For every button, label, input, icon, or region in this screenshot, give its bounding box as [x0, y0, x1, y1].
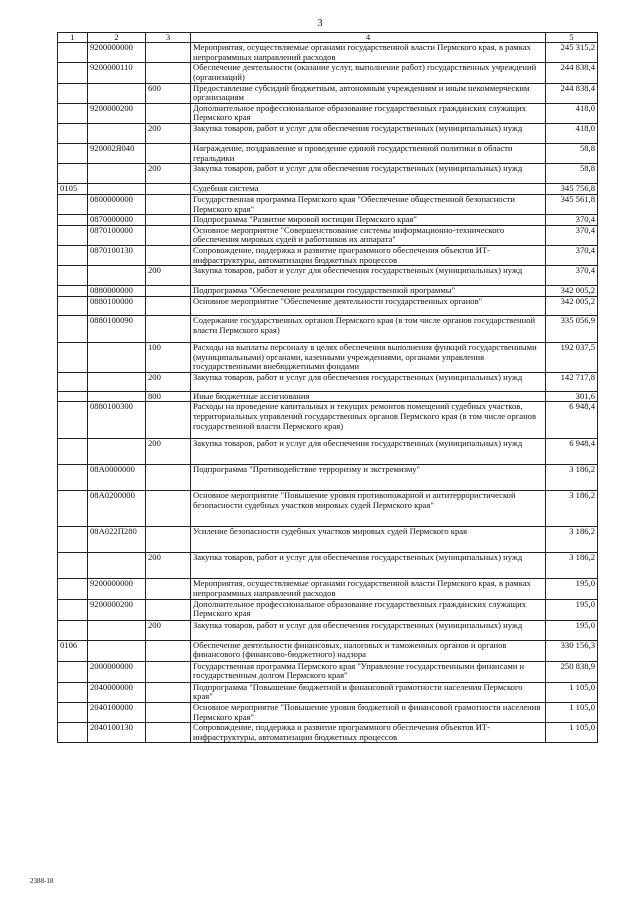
item-name-cell: Сопровождение, поддержка и развитие программного обеспечения объектов ИТ-инфраструктуры, автоматизации бюджетных процессов	[191, 723, 546, 743]
amount-cell: 335 056,9	[546, 315, 598, 342]
expense-type-cell	[146, 599, 191, 620]
amount-cell: 370,4	[546, 225, 598, 245]
table-row	[58, 124, 598, 144]
expense-type-cell	[146, 194, 191, 214]
amount-cell: 3 186,2	[546, 553, 598, 579]
target-article-cell: 0870000000	[88, 215, 146, 226]
amount-cell: 3 186,2	[546, 465, 598, 491]
expense-type-cell: 200	[146, 439, 191, 465]
amount-cell: 342 005,2	[546, 296, 598, 315]
expense-type-cell	[146, 225, 191, 245]
amount-cell: 3 186,2	[546, 491, 598, 527]
item-name-cell: Закупка товаров, работ и услуг для обеспечения государственных (муниципальных) нужд	[191, 439, 546, 465]
section-code-cell	[58, 391, 88, 402]
section-code-cell	[58, 296, 88, 315]
table-row	[58, 194, 598, 214]
expense-type-cell	[146, 702, 191, 722]
target-article-cell: 0880100090	[88, 315, 146, 342]
amount-cell: 370,4	[546, 266, 598, 286]
expense-type-cell	[146, 465, 191, 491]
expense-type-cell	[146, 63, 191, 83]
target-article-cell	[88, 620, 146, 640]
amount-cell: 195,0	[546, 620, 598, 640]
table-row	[58, 465, 598, 491]
table-row	[58, 246, 598, 266]
table-row	[58, 702, 598, 722]
item-name-cell: Государственная программа Пермского края "Обеспечение общественной безопасности Пермского края"	[191, 194, 546, 214]
section-code-cell	[58, 144, 88, 164]
section-code-cell	[58, 103, 88, 123]
section-code-cell	[58, 266, 88, 286]
target-article-cell: 0880100300	[88, 402, 146, 439]
target-article-cell	[88, 266, 146, 286]
section-code-cell	[58, 124, 88, 144]
target-article-cell: 9200000000	[88, 43, 146, 63]
target-article-cell: 9200000110	[88, 63, 146, 83]
item-name-cell: Мероприятия, осуществляемые органами государственной власти Пермского края, в рамках непрограммных направлений расходов	[191, 43, 546, 63]
amount-cell: 1 105,0	[546, 702, 598, 722]
item-name-cell: Подпрограмма "Развитие мировой юстиции Пермского края"	[191, 215, 546, 226]
amount-cell: 1 105,0	[546, 723, 598, 743]
section-code-cell	[58, 83, 88, 103]
target-article-cell	[88, 553, 146, 579]
section-code-cell	[58, 246, 88, 266]
amount-cell: 195,0	[546, 579, 598, 599]
amount-cell: 330 156,3	[546, 640, 598, 661]
target-article-cell	[88, 342, 146, 372]
item-name-cell: Основное мероприятие "Повышение уровня противопожарной и антитеррористической безопасности судебных участков мировых судей Пермского края"	[191, 491, 546, 527]
target-article-cell: 08А0200000	[88, 491, 146, 527]
item-name-cell: Подпрограмма "Обеспечение реализации государственной программы"	[191, 286, 546, 297]
table-row	[58, 266, 598, 286]
table-row	[58, 599, 598, 620]
expense-type-cell	[146, 184, 191, 195]
amount-cell: 345 561,8	[546, 194, 598, 214]
target-article-cell: 2040100130	[88, 723, 146, 743]
section-code-cell	[58, 723, 88, 743]
item-name-cell: Закупка товаров, работ и услуг для обеспечения государственных (муниципальных) нужд	[191, 266, 546, 286]
section-code-cell	[58, 465, 88, 491]
section-code-cell	[58, 553, 88, 579]
table-row	[58, 184, 598, 195]
amount-cell: 301,6	[546, 391, 598, 402]
section-code-cell	[58, 225, 88, 245]
section-code-cell	[58, 702, 88, 722]
section-code-cell	[58, 63, 88, 83]
table-row	[58, 225, 598, 245]
expense-type-cell: 200	[146, 553, 191, 579]
page-number: 3	[317, 18, 323, 29]
expense-type-cell: 200	[146, 266, 191, 286]
table-row	[58, 661, 598, 682]
expense-type-cell: 200	[146, 124, 191, 144]
expense-type-cell	[146, 579, 191, 599]
target-article-cell: 920002Я040	[88, 144, 146, 164]
table-row	[58, 640, 598, 661]
expense-type-cell	[146, 144, 191, 164]
item-name-cell: Дополнительное профессиональное образование государственных гражданских служащих Пермского края	[191, 599, 546, 620]
target-article-cell: 9200000200	[88, 103, 146, 123]
item-name-cell: Основное мероприятие "Совершенствование системы информационно-технического обеспечения мировых судей и работников их аппарата"	[191, 225, 546, 245]
target-article-cell: 9200000000	[88, 579, 146, 599]
section-code-cell	[58, 439, 88, 465]
column-header: 1	[58, 33, 88, 43]
item-name-cell: Государственная программа Пермского края "Управление государственными финансами и государственным долгом Пермского края"	[191, 661, 546, 682]
expense-type-cell	[146, 402, 191, 439]
amount-cell: 58,8	[546, 144, 598, 164]
section-code-cell	[58, 286, 88, 297]
table-row	[58, 579, 598, 599]
table-row	[58, 342, 598, 372]
target-article-cell	[88, 439, 146, 465]
expense-type-cell: 200	[146, 164, 191, 184]
item-name-cell: Судебная система	[191, 184, 546, 195]
item-name-cell: Закупка товаров, работ и услуг для обеспечения государственных (муниципальных) нужд	[191, 372, 546, 391]
expense-type-cell	[146, 286, 191, 297]
expense-type-cell	[146, 527, 191, 553]
amount-cell: 244 838,4	[546, 83, 598, 103]
section-code-cell	[58, 661, 88, 682]
expense-type-cell	[146, 661, 191, 682]
table-row	[58, 553, 598, 579]
table-row	[58, 286, 598, 297]
expense-type-cell: 100	[146, 342, 191, 372]
target-article-cell	[88, 372, 146, 391]
amount-cell: 142 717,8	[546, 372, 598, 391]
item-name-cell: Предоставление субсидий бюджетным, автономным учреждениям и иным некоммерческим организациям	[191, 83, 546, 103]
item-name-cell: Награждение, поздравление и проведение единой государственной политики в области геральдики	[191, 144, 546, 164]
section-code-cell	[58, 194, 88, 214]
target-article-cell	[88, 83, 146, 103]
expense-type-cell	[146, 723, 191, 743]
amount-cell: 244 838,4	[546, 63, 598, 83]
table-row	[58, 296, 598, 315]
section-code-cell: 0105	[58, 184, 88, 195]
section-code-cell	[58, 527, 88, 553]
expense-type-cell: 800	[146, 391, 191, 402]
target-article-cell	[88, 164, 146, 184]
item-name-cell: Основное мероприятие "Повышение уровня бюджетной и финансовой грамотности населения Пермского края"	[191, 702, 546, 722]
item-name-cell: Сопровождение, поддержка и развитие программного обеспечения объектов ИТ-инфраструктуры, автоматизации бюджетных процессов	[191, 246, 546, 266]
amount-cell: 250 838,9	[546, 661, 598, 682]
amount-cell: 58,8	[546, 164, 598, 184]
amount-cell: 6 948,4	[546, 402, 598, 439]
expense-type-cell	[146, 215, 191, 226]
target-article-cell: 0870100000	[88, 225, 146, 245]
column-header: 2	[88, 33, 146, 43]
table-row	[58, 315, 598, 342]
section-code-cell	[58, 215, 88, 226]
table-row	[58, 215, 598, 226]
amount-cell: 6 948,4	[546, 439, 598, 465]
table-row	[58, 682, 598, 702]
expense-type-cell	[146, 682, 191, 702]
expense-type-cell: 200	[146, 372, 191, 391]
section-code-cell	[58, 164, 88, 184]
amount-cell: 245 315,2	[546, 43, 598, 63]
item-name-cell: Иные бюджетные ассигнования	[191, 391, 546, 402]
target-article-cell: 0870100130	[88, 246, 146, 266]
section-code-cell	[58, 599, 88, 620]
expense-type-cell	[146, 296, 191, 315]
table-row	[58, 144, 598, 164]
amount-cell: 370,4	[546, 246, 598, 266]
item-name-cell: Расходы на выплаты персоналу в целях обеспечения выполнения функций государственными (муниципальными) органами, казенными учреждениями, органами управления государственными внебюджетными фондами	[191, 342, 546, 372]
amount-cell: 345 756,8	[546, 184, 598, 195]
section-code-cell	[58, 43, 88, 63]
target-article-cell: 9200000200	[88, 599, 146, 620]
item-name-cell: Расходы на проведение капитальных и текущих ремонтов помещений судебных участков, территориальных управлений государственных органов Пермского края (в том числе органов государственной власти Пермского края)	[191, 402, 546, 439]
expense-type-cell	[146, 640, 191, 661]
item-name-cell: Усиление безопасности судебных участков мировых судей Пермского края	[191, 527, 546, 553]
column-header: 3	[146, 33, 191, 43]
expense-type-cell	[146, 103, 191, 123]
target-article-cell: 0800000000	[88, 194, 146, 214]
item-name-cell: Закупка товаров, работ и услуг для обеспечения государственных (муниципальных) нужд	[191, 553, 546, 579]
section-code-cell	[58, 579, 88, 599]
target-article-cell	[88, 640, 146, 661]
target-article-cell	[88, 124, 146, 144]
document-code: 2388-18	[30, 877, 54, 885]
section-code-cell	[58, 682, 88, 702]
section-code-cell	[58, 342, 88, 372]
item-name-cell: Мероприятия, осуществляемые органами государственной власти Пермского края, в рамках непрограммных направлений расходов	[191, 579, 546, 599]
table-row	[58, 439, 598, 465]
expense-type-cell	[146, 43, 191, 63]
amount-cell: 370,4	[546, 215, 598, 226]
table-row	[58, 83, 598, 103]
table-row	[58, 372, 598, 391]
expense-type-cell: 200	[146, 620, 191, 640]
item-name-cell: Закупка товаров, работ и услуг для обеспечения государственных (муниципальных) нужд	[191, 164, 546, 184]
item-name-cell: Обеспечение деятельности финансовых, налоговых и таможенных органов и органов финансового (финансово-бюджетного) надзора	[191, 640, 546, 661]
section-code-cell	[58, 402, 88, 439]
item-name-cell: Закупка товаров, работ и услуг для обеспечения государственных (муниципальных) нужд	[191, 620, 546, 640]
target-article-cell	[88, 391, 146, 402]
section-code-cell: 0106	[58, 640, 88, 661]
table-row	[58, 391, 598, 402]
item-name-cell: Подпрограмма "Повышение бюджетной и финансовой грамотности населения Пермского края"	[191, 682, 546, 702]
item-name-cell: Обеспечение деятельности (оказание услуг, выполнение работ) государственных учреждений (организаций)	[191, 63, 546, 83]
expense-type-cell: 600	[146, 83, 191, 103]
item-name-cell: Основное мероприятие "Обеспечение деятельности государственных органов"	[191, 296, 546, 315]
target-article-cell: 08А022П280	[88, 527, 146, 553]
table-header-row	[58, 33, 598, 43]
amount-cell: 418,0	[546, 124, 598, 144]
target-article-cell: 0880000000	[88, 286, 146, 297]
amount-cell: 3 186,2	[546, 527, 598, 553]
section-code-cell	[58, 620, 88, 640]
table-row	[58, 43, 598, 63]
target-article-cell: 0880100000	[88, 296, 146, 315]
amount-cell: 195,0	[546, 599, 598, 620]
table-row	[58, 402, 598, 439]
table-body	[58, 43, 598, 743]
table-row	[58, 63, 598, 83]
item-name-cell: Содержание государственных органов Пермского края (в том числе органов государственной власти Пермского края)	[191, 315, 546, 342]
section-code-cell	[58, 372, 88, 391]
item-name-cell: Подпрограмма "Противодействие терроризму и экстремизму"	[191, 465, 546, 491]
target-article-cell	[88, 184, 146, 195]
target-article-cell: 2040000000	[88, 682, 146, 702]
expense-type-cell	[146, 315, 191, 342]
target-article-cell: 2040100000	[88, 702, 146, 722]
table-row	[58, 491, 598, 527]
target-article-cell: 2000000000	[88, 661, 146, 682]
table-row	[58, 620, 598, 640]
table-row	[58, 164, 598, 184]
budget-table	[57, 32, 598, 743]
target-article-cell: 08А0000000	[88, 465, 146, 491]
table-row	[58, 103, 598, 123]
item-name-cell: Дополнительное профессиональное образование государственных гражданских служащих Пермского края	[191, 103, 546, 123]
expense-type-cell	[146, 491, 191, 527]
expense-type-cell	[146, 246, 191, 266]
item-name-cell: Закупка товаров, работ и услуг для обеспечения государственных (муниципальных) нужд	[191, 124, 546, 144]
section-code-cell	[58, 315, 88, 342]
amount-cell: 418,0	[546, 103, 598, 123]
amount-cell: 342 005,2	[546, 286, 598, 297]
amount-cell: 192 037,5	[546, 342, 598, 372]
amount-cell: 1 105,0	[546, 682, 598, 702]
column-header: 4	[191, 33, 546, 43]
section-code-cell	[58, 491, 88, 527]
table-row	[58, 527, 598, 553]
table-row	[58, 723, 598, 743]
column-header: 5	[546, 33, 598, 43]
